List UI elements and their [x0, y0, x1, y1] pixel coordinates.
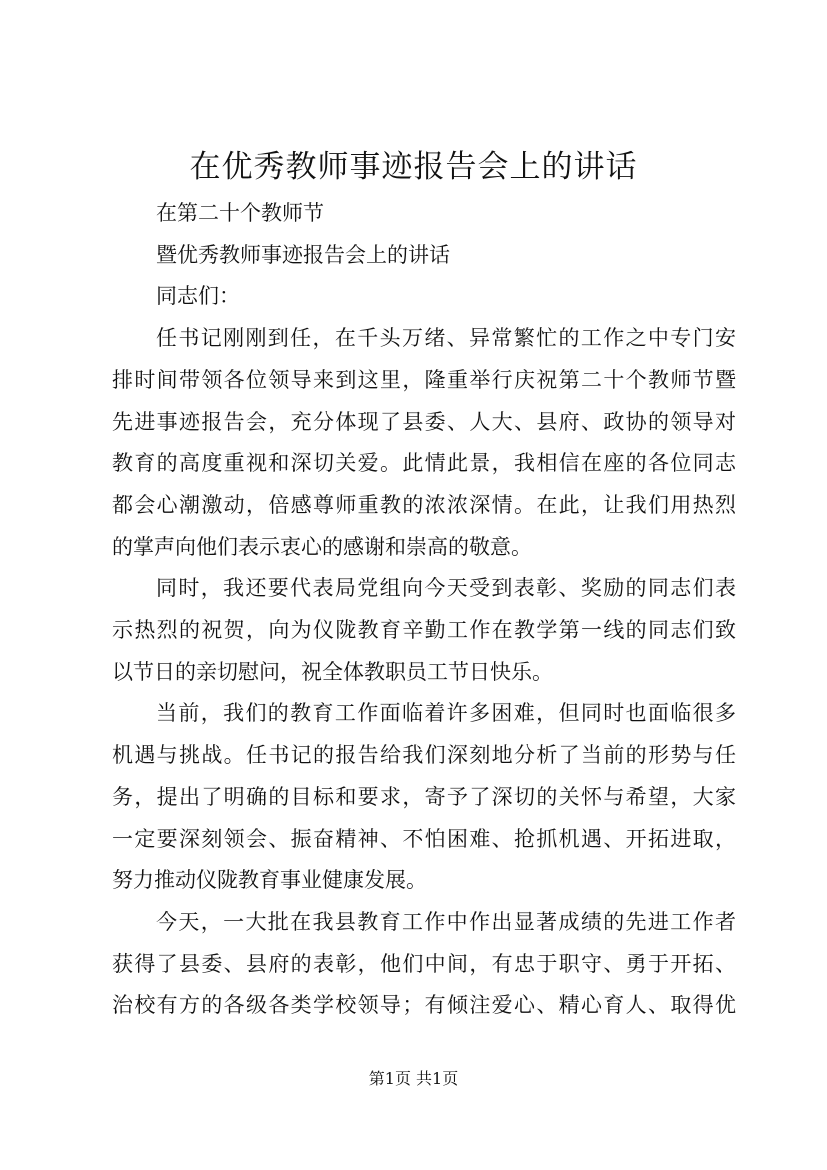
- paragraph-1-line-4: 教育的高度重视和深切关爱。此情此景，我相信在座的各位同志: [112, 451, 736, 476]
- paragraph-3-line-4: 一定要深刻领会、振奋精神、不怕困难、抢抓机遇、开拓进取，: [112, 826, 736, 851]
- paragraph-3-line-1: 当前，我们的教育工作面临着许多困难，但同时也面临很多: [156, 701, 736, 726]
- paragraph-4-line-1: 今天，一大批在我县教育工作中作出显著成绩的先进工作者: [156, 909, 736, 934]
- paragraph-4-line-3: 治校有方的各级各类学校领导；有倾注爱心、精心育人、取得优: [112, 993, 736, 1018]
- paragraph-1-line-2: 排时间带领各位领导来到这里，隆重举行庆祝第二十个教师节暨: [112, 367, 736, 392]
- document-title: 在优秀教师事迹报告会上的讲话: [189, 149, 638, 185]
- document-body: [112, 193, 736, 1027]
- paragraph-1-line-3: 先进事迹报告会，充分体现了县委、人大、县府、政协的领导对: [112, 409, 736, 434]
- page-number: 第1页 共1页: [368, 1069, 459, 1088]
- paragraph-1-line-6: 的掌声向他们表示衷心的感谢和崇高的敬意。: [112, 534, 532, 559]
- paragraph-2-line-3: 以节日的亲切慰问，祝全体教职员工节日快乐。: [112, 659, 553, 684]
- paragraph-4-line-2: 获得了县委、县府的表彰，他们中间，有忠于职守、勇于开拓、: [112, 951, 736, 976]
- paragraph-3-line-2: 机遇与挑战。任书记的报告给我们深刻地分析了当前的形势与任: [112, 743, 736, 768]
- paragraph-1-line-5: 都会心潮激动，倍感尊师重教的浓浓深情。在此，让我们用热烈: [112, 492, 736, 517]
- paragraph-2-line-2: 示热烈的祝贺，向为仪陇教育辛勤工作在教学第一线的同志们致: [112, 618, 736, 643]
- paragraph-1-line-1: 任书记刚刚到任，在千头万绪、异常繁忙的工作之中专门安: [156, 326, 736, 351]
- paragraph-3-line-3: 务，提出了明确的目标和要求，寄予了深切的关怀与希望，大家: [112, 784, 736, 809]
- paragraph-2-line-1: 同时，我还要代表局党组向今天受到表彰、奖励的同志们表: [156, 576, 736, 601]
- salutation: 同志们：: [156, 284, 240, 309]
- paragraph-3-line-5: 努力推动仪陇教育事业健康发展。: [112, 868, 427, 893]
- subtitle-line-1: 在第二十个教师节: [156, 201, 324, 225]
- subtitle-line-2: 暨优秀教师事迹报告会上的讲话: [156, 242, 450, 267]
